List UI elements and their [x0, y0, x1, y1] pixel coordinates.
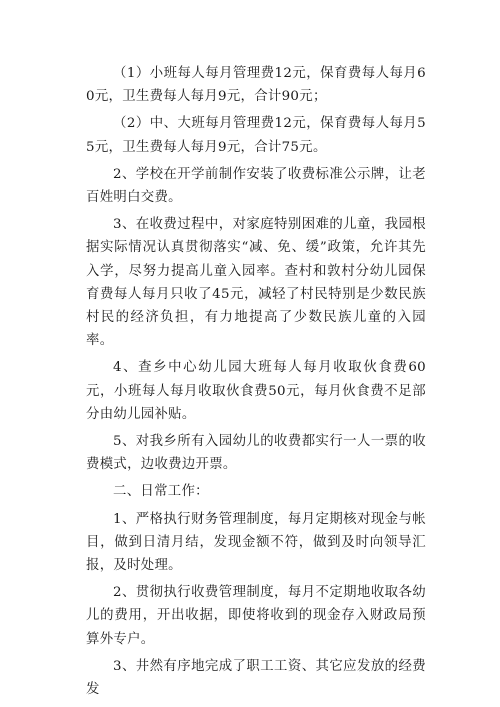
section-heading-daily-work: 二、日常工作： — [113, 484, 209, 500]
document-body — [86, 62, 426, 701]
paragraph-meal-fee: 4、查乡中心幼儿园大班每人每月收取伙食费60元，小班每人每月收取伙食费50元，每月伙食费不足部分由幼儿园补贴。 — [86, 360, 426, 422]
paragraph-fee-middle-large-class: （2）中、大班每月管理费12元，保育费每人每月55元，卫生费每人每月9元，合计75元。 — [86, 116, 426, 155]
paragraph-fee-small-class: （1）小班每人每月管理费12元，保育费每人每月60元，卫生费每人每月9元，合计90元； — [86, 66, 426, 105]
paragraph-finance-management: 1、严格执行财务管理制度，每月定期核对现金与帐目，做到日清月结，发现金额不符，做到及时向领导汇报，及时处理。 — [86, 511, 426, 574]
paragraph-receipt-mode: 5、对我乡所有入园幼儿的收费都实行一人一票的收费模式，边收费边开票。 — [86, 434, 426, 473]
paragraph-salary-payment: 3、井然有序地完成了职工工资、其它应发放的经费发 — [86, 658, 426, 698]
paragraph-fee-reduction-policy: 3、在收费过程中，对家庭特别困难的儿童，我园根据实际情况认真贯彻落实“减、免、缓”政策，允许其先入学，尽努力提高儿童入园率。查村和敦村分幼儿园保育费每人每月只收了45元，减轻了村民特别是少数民族村民的经济负担，有力地提高了少数民族儿童的入园率。 — [86, 217, 426, 349]
paragraph-fee-notice-board: 2、学校在开学前制作安装了收费标准公示牌，让老百姓明白交费。 — [86, 166, 426, 206]
paragraph-fee-collection: 2、贯彻执行收费管理制度，每月不定期地收取各幼儿的费用，开出收据，即使将收到的现金存入财政局预算外专户。 — [86, 585, 426, 647]
